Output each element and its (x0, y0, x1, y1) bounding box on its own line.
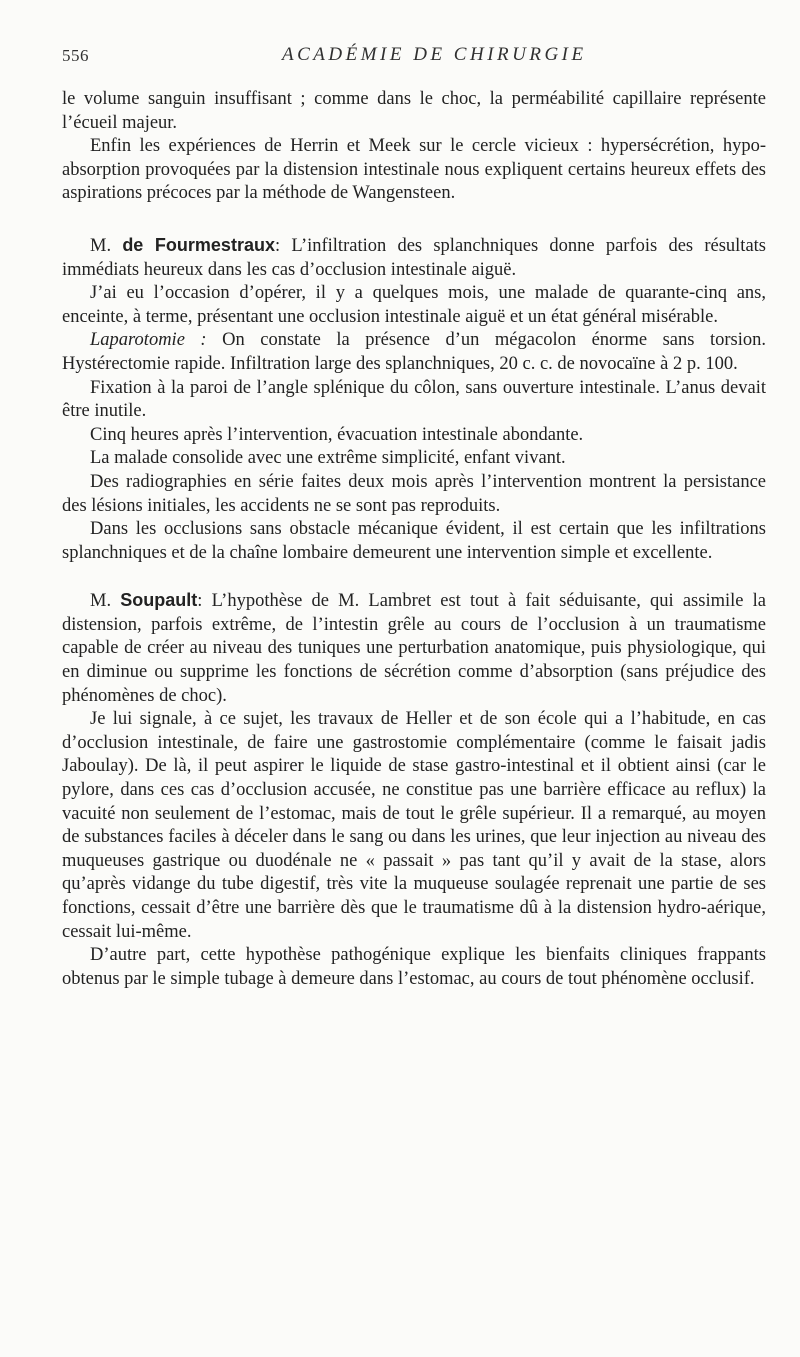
fourmestraux-paragraph-5: La malade consolide avec une extrême simplicité, enfant vivant. (90, 448, 566, 469)
speaker-prefix: M. (90, 235, 123, 256)
laparotomie-text: On constate la présence d’un mégacolon énorme sans torsion. Hystérectomie rapide. Infiltration large des splanchniques, 20 c. c. de novocaïne à 2 p. 100. (62, 330, 766, 374)
soupault-paragraph-1: Je lui signale, à ce sujet, les travaux de Heller et de son école qui a l’habitude, en cas d’occlusion intestinale, de faire une gastrostomie complémentaire (comme le faisait jadis Jaboulay). De là, il peut aspirer le liquide de stase gastro-intestinal et il obtient ainsi (car le pylore, dans ces cas d’occlusion accusée, ne constitue pas une barrière efficace au reflux) la vacuité non seulement de l’estomac, mais de tout le grêle supérieur. Il a remarqué, au moyen de substances faciles à déceler dans le sang ou dans les urines, que leur injection au niveau des muqueuses gastrique ou duodénale ne « passait » pas tant qu’il y avait de la stase, alors qu’après vidange du tube digestif, très vite la muqueuse soulagée reprenait une partie de ses fonctions, cessait d’être une barrière dès que le traumatisme dû à la distension hydro-aérique, cessait lui-même. (62, 709, 766, 942)
fourmestraux-paragraph-1: J’ai eu l’occasion d’opérer, il y a quelques mois, une malade de quarante-cinq ans, enceinte, à terme, présentant une occlusion intestinale aiguë et un état général misérable. (62, 283, 766, 327)
speaker-name-soupault: Soupault (120, 590, 198, 611)
fourmestraux-paragraph-7: Dans les occlusions sans obstacle mécanique évident, il est certain que les infiltrations splanchniques et de la chaîne lombaire demeurent une intervention simple et excellente. (62, 519, 766, 563)
laparotomie-label: Laparotomie : (90, 330, 207, 351)
fourmestraux-intro (62, 234, 766, 282)
speaker-prefix: M. (90, 591, 121, 612)
soupault-paragraph-2: D’autre part, cette hypothèse pathogénique explique les bienfaits cliniques frappants obtenus par le simple tubage à demeure dans l’estomac, au cours de tout phénomène occlusif. (62, 945, 766, 989)
running-header (62, 44, 762, 72)
soupault-intro (62, 589, 766, 708)
fourmestraux-paragraph-6: Des radiographies en série faites deux mois après l’intervention montrent la persistance des lésions initiales, les accidents ne se sont pas reproduits. (62, 471, 766, 516)
fourmestraux-intro-text: : L’infiltration des splanchniques donne parfois des résultats immédiats heureux dans les cas d’occlusion intestinale aiguë. (62, 235, 766, 280)
paragraph-herrin-meek: Enfin les expériences de Herrin et Meek sur le cercle vicieux : hypersécrétion, hypo-absorption provoquées par la distension intestinale nous expliquent certains heureux effets des aspirations précoces par la méthode de Wangensteen. (62, 136, 766, 204)
journal-title: ACADÉMIE DE CHIRURGIE (282, 44, 587, 65)
fourmestraux-paragraph-3: Fixation à la paroi de l’angle splénique du côlon, sans ouverture intestinale. L’anus devait être inutile. (62, 377, 766, 422)
fourmestraux-paragraph-2 (62, 329, 766, 376)
body-text (62, 88, 766, 991)
speaker-name-fourmestraux: de Fourmestraux (122, 234, 275, 255)
soupault-intro-text: : L’hypothèse de M. Lambret est tout à fait séduisante, qui assimile la distension, parfois extrême, de l’intestin grêle au cours de l’occlusion à un traumatisme capable de créer au niveau des tuniques une perturbation anatomique, puis physiologique, qui en diminue ou supprime les fonctions de sécrétion comme d’absorption (sans préjudice des phénomènes de choc). (62, 591, 767, 706)
paragraph-continuation: le volume sanguin insuffisant ; comme dans le choc, la perméabilité capillaire représente l’écueil majeur. (62, 89, 766, 133)
page-number: 556 (62, 46, 89, 65)
fourmestraux-paragraph-4: Cinq heures après l’intervention, évacuation intestinale abondante. (90, 424, 584, 445)
